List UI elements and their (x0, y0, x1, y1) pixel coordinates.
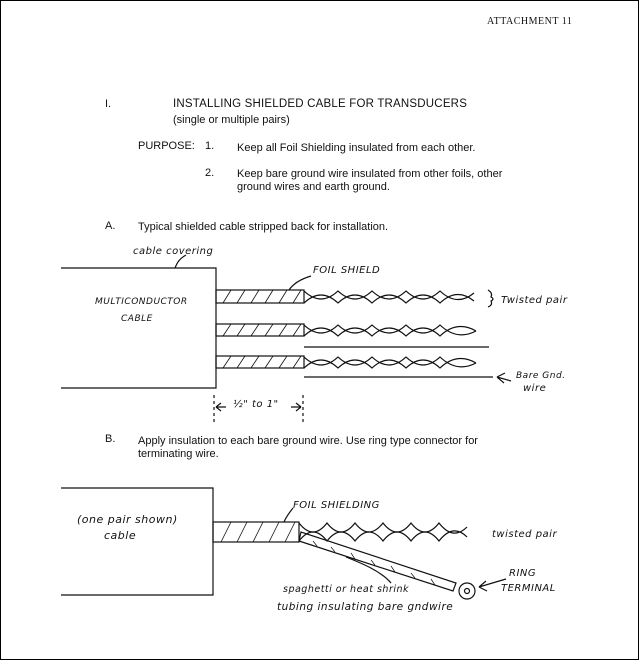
section-title: INSTALLING SHIELDED CABLE FOR TRANSDUCERS (173, 98, 468, 110)
part-b-text-line2: terminating wire. (138, 448, 219, 460)
twisted-pair-b (299, 523, 467, 533)
label-foil-shielding: FOIL SHIELDING (293, 500, 380, 511)
label-cable-a: CABLE (121, 314, 153, 324)
purpose-label: PURPOSE: (138, 140, 195, 152)
purpose-1-number: 1. (205, 140, 215, 152)
label-cable-b: cable (104, 529, 137, 542)
label-terminal: TERMINAL (501, 583, 556, 594)
label-one-pair: (one pair shown) (77, 513, 178, 526)
purpose-2-text-line1: Keep bare ground wire insulated from other foils, other (237, 168, 503, 180)
purpose-2-text-line2: ground wires and earth ground. (237, 181, 390, 193)
label-multiconductor: MULTICONDUCTOR (95, 297, 188, 307)
purpose-2-number: 2. (205, 167, 215, 179)
part-b-letter: B. (105, 433, 116, 445)
part-b-text-line1: Apply insulation to each bare ground wire. Use ring type connector for (138, 435, 478, 447)
label-spaghetti-line2: tubing insulating bare gndwire (277, 601, 454, 613)
ring-terminal (459, 583, 475, 599)
part-a-text: Typical shielded cable stripped back for installation. (138, 221, 389, 233)
label-cable-covering: cable covering (133, 246, 214, 257)
label-spaghetti-line1: spaghetti or heat shrink (283, 584, 410, 595)
part-a-letter: A. (105, 220, 116, 232)
purpose-1-text: Keep all Foil Shielding insulated from each other. (237, 142, 476, 154)
section-number: I. (105, 98, 112, 110)
diagram-b (1, 1, 639, 661)
attachment-label: ATTACHMENT 11 (487, 16, 573, 27)
cable-outline-b (61, 488, 213, 595)
label-ring: RING (509, 568, 537, 579)
label-wire: wire (523, 383, 547, 394)
label-bare-gnd: Bare Gnd. (516, 371, 566, 381)
label-twisted-pair-a: Twisted pair (501, 295, 568, 306)
label-foil-shield: FOIL SHIELD (313, 265, 381, 276)
label-twisted-pair-b: twisted pair (492, 529, 558, 540)
label-dimension: ½" to 1" (233, 399, 279, 410)
section-subtitle: (single or multiple pairs) (173, 114, 290, 126)
heat-shrink-tubing (299, 532, 456, 591)
